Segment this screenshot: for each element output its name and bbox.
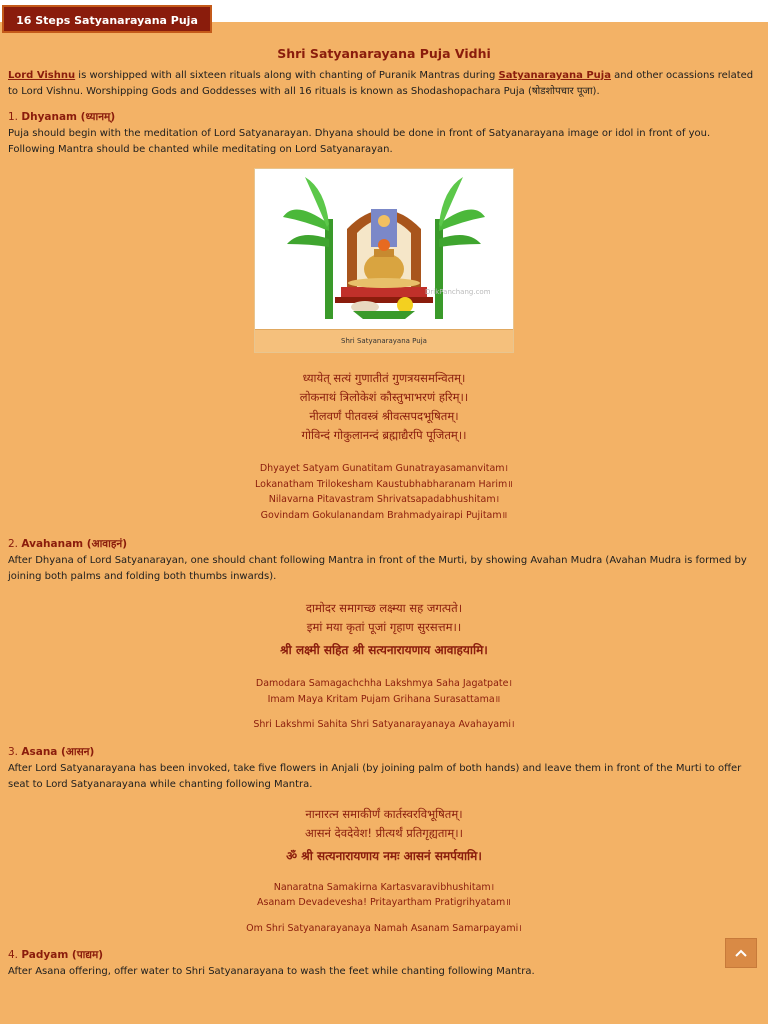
step-1-description: Puja should begin with the meditation of Lord Satyanarayan. Dhyana should be done in front of Satyanarayana image or idol in front of you. Following Mantra should be chanted while meditating on Lord Satyanarayan. xyxy=(8,128,711,155)
step-3-mantra xyxy=(0,805,768,866)
satyanarayana-puja-link[interactable]: Satyanarayana Puja xyxy=(498,70,611,81)
tab-16-steps[interactable]: 16 Steps Satyanarayana Puja xyxy=(2,5,212,33)
intro-text-2: and other ocassions related to Lord Vishnu. Worshipping Gods and Goddesses with all 16 rituals is known as Shodashopachara Puja (षोडशोपचार पूजा). xyxy=(8,70,754,97)
step-2-heading: 2. Avahanam (आवाहनं) xyxy=(8,538,128,550)
mantra-line: नीलवर्णं पीतवस्त्रं श्रीवत्सपदभूषितम्। xyxy=(309,409,459,423)
step-1-transliteration xyxy=(0,461,768,523)
scroll-top-button[interactable] xyxy=(725,938,757,968)
translit-line: Nanaratna Samakirna Kartasvaravibhushitam। xyxy=(273,881,495,893)
puja-image xyxy=(255,169,513,329)
step-4-heading: 4. Padyam (पाद्यम) xyxy=(8,949,104,961)
puja-image-figure xyxy=(254,168,514,353)
chevron-up-icon xyxy=(735,949,747,957)
mantra-line-bold: ॐ श्री सत्यनारायणाय नमः आसनं समर्पयामि। xyxy=(286,848,482,863)
mantra-line: आसनं देवदेवेश! प्रीत्यर्थं प्रतिगृह्यताम्।। xyxy=(305,825,463,840)
intro-paragraph xyxy=(0,68,768,100)
translit-line: Nilavarna Pitavastram Shrivatsapadabhushitam। xyxy=(268,494,500,505)
translit-line: Imam Maya Kritam Pujam Grihana Surasattama॥ xyxy=(267,693,501,705)
mantra-line: इमां मया कृतां पूजां गृहाण सुरसत्तम।। xyxy=(306,620,462,634)
lord-vishnu-link[interactable]: Lord Vishnu xyxy=(8,70,76,81)
intro-text-1: is worshipped with all sixteen rituals along with chanting of Puranik Mantras during xyxy=(75,70,499,81)
mantra-line: नानारत्न समाकीर्णं कार्तस्वरविभूषितम्। xyxy=(305,806,463,821)
translit-line: Damodara Samagachchha Lakshmya Saha Jagatpate। xyxy=(255,678,513,689)
mantra-line: ध्यायेत् सत्यं गुणातीतं गुणत्रयसमन्वितम्। xyxy=(302,371,466,385)
mantra-line-bold: श्री लक्ष्मी सहित श्री सत्यनारायणाय आवाहयामि। xyxy=(280,643,488,657)
translit-line: Dhyayet Satyam Gunatitam Gunatrayasamanvitam। xyxy=(259,463,509,474)
mantra-line: दामोदर समागच्छ लक्ष्म्या सह जगत्पते। xyxy=(305,601,463,615)
translit-line: Asanam Devadevesha! Pritayartham Pratigrihyatam॥ xyxy=(257,897,511,908)
puja-illustration xyxy=(255,169,513,329)
page-title: Shri Satyanarayana Puja Vidhi xyxy=(277,46,491,61)
banana-plant-left-icon xyxy=(283,177,333,319)
translit-line: Lokanatham Trilokesham Kaustubhabharanam Harim॥ xyxy=(255,478,513,490)
translit-line: Shri Lakshmi Sahita Shri Satyanarayanaya Avahayami। xyxy=(253,719,515,730)
translit-line: Om Shri Satyanarayanaya Namah Asanam Samarpayami। xyxy=(246,922,522,934)
step-4-description: After Asana offering, offer water to Shri Satyanarayana to wash the feet while chanting following Mantra. xyxy=(8,966,535,977)
step-3-heading: 3. Asana (आसन) xyxy=(8,745,95,758)
article xyxy=(0,40,768,980)
translit-line: Govindam Gokulanandam Brahmadyairapi Pujitam॥ xyxy=(260,509,508,521)
step-2-transliteration xyxy=(0,676,768,733)
mantra-line: लोकनाथं त्रिलोकेशं कौस्तुभाभरणं हरिम्।। xyxy=(299,390,469,404)
step-1-mantra xyxy=(0,369,768,445)
svg-text:DrikPanchang.com: DrikPanchang.com xyxy=(425,288,491,296)
figure-caption: Shri Satyanarayana Puja xyxy=(255,329,513,352)
banana-plant-right-icon xyxy=(435,177,485,319)
step-2-description: After Dhyana of Lord Satyanarayan, one should chant following Mantra in front of the Murti, by showing Avahan Mudra (Avahan Mudra is formed by joining both palms and folding both thumbs inwards). xyxy=(8,555,747,582)
step-1-heading: 1. Dhyanam (ध्यानम्) xyxy=(8,111,116,123)
mantra-line: गोविन्दं गोकुलानन्दं ब्रह्माद्यैरपि पूजितम्।। xyxy=(301,428,467,442)
step-3-description: After Lord Satyanarayana has been invoked, take five flowers in Anjali (by joining palm of both hands) and leave them in front of the Murti to offer seat to Lord Satyanarayana while chanting following Mantra. xyxy=(8,762,742,790)
step-2-mantra xyxy=(0,599,768,660)
step-3-transliteration xyxy=(0,880,768,937)
